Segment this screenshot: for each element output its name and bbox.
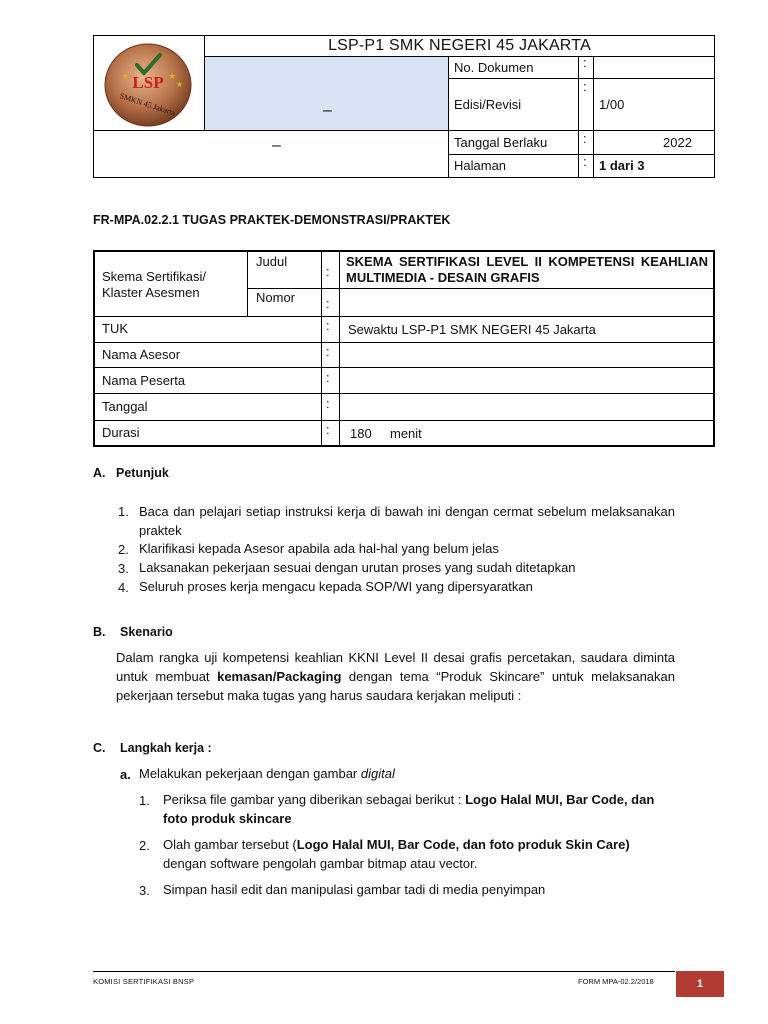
value-tanggal-berlaku: 2022 [663,135,692,150]
section-b-title: Skenario [120,625,173,639]
value-tuk: Sewaktu LSP-P1 SMK NEGERI 45 Jakarta [348,322,596,337]
label-tuk: TUK [102,321,128,336]
label-halaman: Halaman [454,158,507,173]
section-a-marker: A. [93,466,106,480]
assessment-info-table: Skema Sertifikasi/ Klaster Asesmen Judul : SKEMA SERTIFIKASI LEVEL II KOMPETENSI KEAHLIAN MULTIMEDIA - DESAIN GRAFIS Nomor : TUK : Sewaktu LSP-P1 SMK NEGERI 45 Jakarta Nama Asesor : Nama Peserta : Tanggal : Durasi : 180 menit [93,250,715,447]
header-placeholder-left: – [323,102,332,119]
lsp-logo [104,43,192,127]
petunjuk-item-4: Seluruh proses kerja mengacu kepada SOP/WI yang dipersyaratkan [139,579,533,594]
form-title: FR-MPA.02.2.1 TUGAS PRAKTEK-DEMONSTRASI/PRAKTEK [93,213,451,227]
langkah-step-1: Periksa file gambar yang diberikan sebagai berikut : Logo Halal MUI, Bar Code, dan foto produk skincare [163,792,655,826]
logo-text: LSP [132,73,164,92]
label-skema: Skema Sertifikasi/ Klaster Asesmen [102,269,207,300]
footer-left-text: KOMISI SERTIFIKASI BNSP [93,977,195,986]
document-header-table: LSP-P1 SMK NEGERI 45 JAKARTA LSP SMKN 45 Jakarta ★ ★ ★ – – No. Dokumen : Edisi/Revisi : 1/00 Tanggal Berlaku : 2022 Halaman : 1 dari 3 [93,35,715,178]
label-judul: Judul [256,254,288,269]
label-no-dokumen: No. Dokumen [454,60,534,75]
langkah-sub-a: Melakukan pekerjaan dengan gambar digital [139,766,395,781]
section-b-marker: B. [93,625,106,639]
langkah-step-3: Simpan hasil edit dan manipulasi gambar tadi di media penyimpan [163,882,546,897]
langkah-step-2: Olah gambar tersebut (Logo Halal MUI, Bar Code, dan foto produk Skin Care) dengan software pengolah gambar bitmap atau vector. [163,837,630,871]
label-nomor: Nomor [256,290,296,305]
value-halaman: 1 dari 3 [599,158,645,173]
label-tanggal-berlaku: Tanggal Berlaku [454,135,548,150]
value-durasi: 180 [350,426,372,441]
page-number-badge: 1 [676,971,724,997]
section-c-title: Langkah kerja : [120,741,212,755]
footer-divider [93,971,675,972]
header-shaded-block [205,57,448,130]
petunjuk-item-3: Laksanakan pekerjaan sesuai dengan urutan proses yang sudah ditetapkan [139,560,576,575]
value-durasi-unit: menit [390,426,422,441]
svg-text:SMKN 45 Jakarta: SMKN 45 Jakarta [118,91,177,118]
petunjuk-item-2: Klarifikasi kepada Asesor apabila ada hal-hal yang belum jelas [139,541,499,556]
label-edisi-revisi: Edisi/Revisi [454,97,522,112]
value-judul: SKEMA SERTIFIKASI LEVEL II KOMPETENSI KEAHLIAN MULTIMEDIA - DESAIN GRAFIS [346,254,708,285]
svg-text:★: ★ [121,71,130,81]
header-placeholder-bottom: – [272,137,281,154]
footer-form-code: FORM MPA-02.2/2018 [578,977,654,986]
skenario-paragraph: Dalam rangka uji kompetensi keahlian KKNI Level II desai grafis percetakan, saudara diminta untuk membuat kemasan/Packaging dengan tema “Produk Skincare” untuk melaksanakan pekerjaan tersebut maka tugas yang harus saudara kerjakan meliputi : [116,650,675,703]
label-nama-peserta: Nama Peserta [102,373,186,388]
petunjuk-item-1: Baca dan pelajari setiap instruksi kerja di bawah ini dengan cermat sebelum melaksanakan praktek [139,504,675,538]
label-nama-asesor: Nama Asesor [102,347,181,362]
value-edisi-revisi: 1/00 [599,97,625,112]
section-a-title: Petunjuk [116,466,169,480]
section-c-marker: C. [93,741,106,755]
institution-title: LSP-P1 SMK NEGERI 45 JAKARTA [328,37,591,54]
svg-text:★: ★ [176,80,184,89]
label-tanggal: Tanggal [102,399,148,414]
svg-text:★: ★ [168,71,177,81]
label-durasi: Durasi [102,425,140,440]
